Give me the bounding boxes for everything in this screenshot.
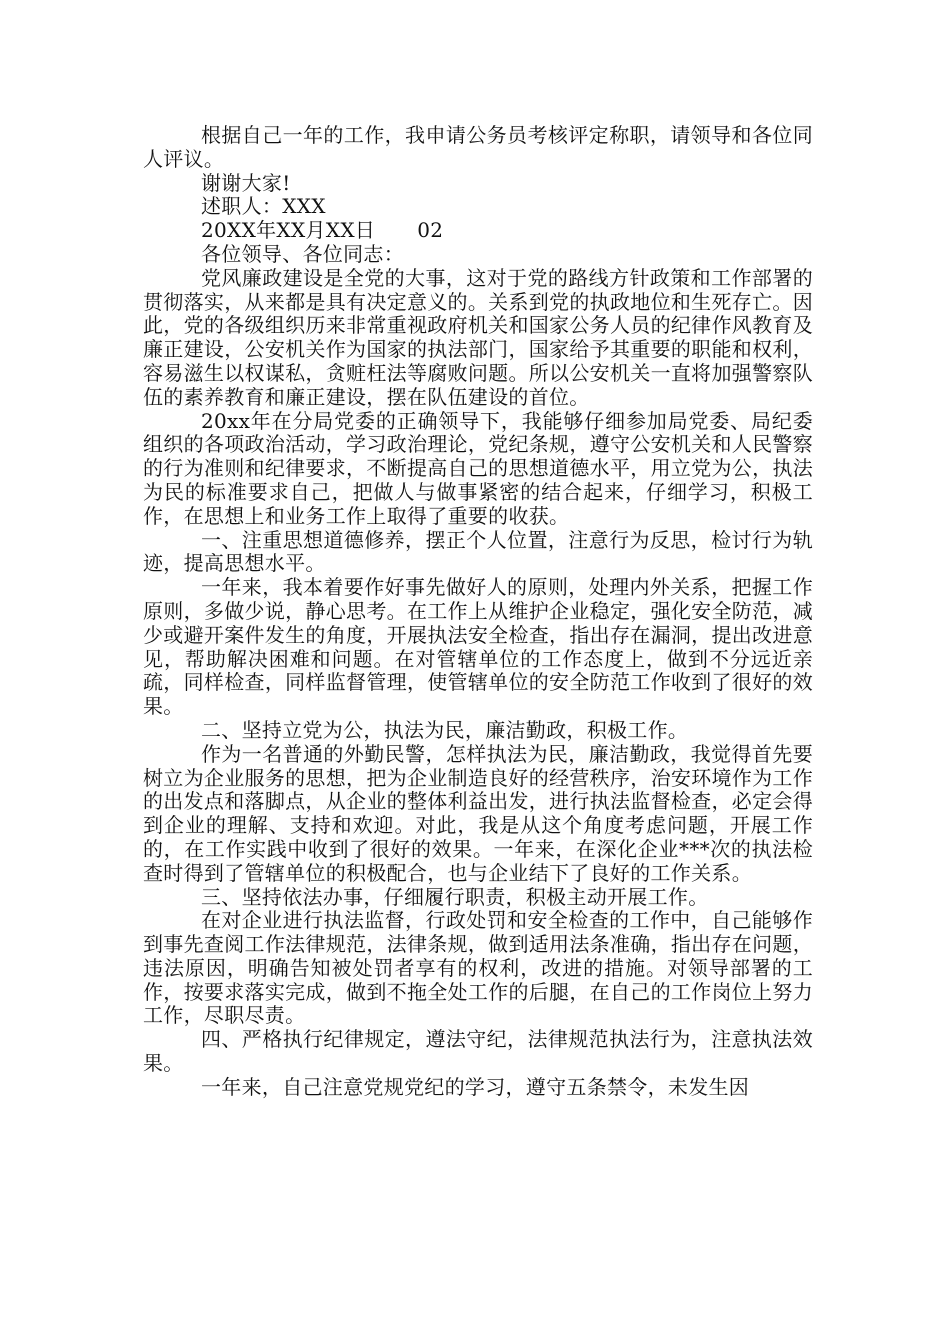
paragraph: 述职人：XXX xyxy=(201,194,326,219)
paragraph: 20xx年在分局党委的正确领导下，我能够仔细参加局党委、局纪委组织的各项政治活动，学习政治理论，党纪条规，遵守公安机关和人民警察的行为准则和纪律要求，不断提高自己的思想道德水平，用立党为公，执法为民的标准要求自己，把做人与做事紧密的结合起来，仔细学习，积极工作，在思想上和业务工作上取得了重要的收获。 xyxy=(143,408,813,528)
paragraph: 一年来，自己注意党规党纪的学习，遵守五条禁令，未发生因 xyxy=(201,1074,750,1099)
section-heading: 一、注重思想道德修养，摆正个人位置，注意行为反思，检讨行为轨迹，提高思想水平。 xyxy=(143,527,813,576)
section-heading: 三、坚持依法办事，仔细履行职责，积极主动开展工作。 xyxy=(201,884,709,909)
paragraph: 在对企业进行执法监督，行政处罚和安全检查的工作中，自己能够作到事先查阅工作法律规范，法律条规，做到适用法条准确，指出存在问题，违法原因，明确告知被处罚者享有的权利，改进的措施。对领导部署的工作，按要求落实完成，做到不拖全处工作的后腿，在自己的工作岗位上努力工作，尽职尽责。 xyxy=(143,908,813,1028)
paragraph: 谢谢大家! xyxy=(201,170,291,195)
paragraph: 根据自己一年的工作，我申请公务员考核评定称职，请领导和各位同人评议。 xyxy=(143,123,813,171)
salutation: 各位领导、各位同志： xyxy=(201,241,404,266)
section-number: 02 xyxy=(417,218,444,243)
paragraph: 一年来，我本着要作好事先做好人的原则，处理内外关系，把握工作原则，多做少说，静心思考。在工作上从维护企业稳定，强化安全防范，减少或避开案件发生的角度，开展执法安全检查，指出存在漏洞，提出改进意见，帮助解决困难和问题。在对管辖单位的工作态度上，做到不分远近亲疏，同样检查，同样监督管理，使管辖单位的安全防范工作收到了很好的效果。 xyxy=(143,575,813,719)
paragraph: 党风廉政建设是全党的大事，这对于党的路线方针政策和工作部署的贯彻落实，从来都是具有决定意义的。关系到党的执政地位和生死存亡。因此，党的各级组织历来非常重视政府机关和国家公务人员的纪律作风教育及廉正建设，公安机关作为国家的执法部门，国家给予其重要的职能和权利，容易滋生以权谋私，贪赃枉法等腐败问题。所以公安机关一直将加强警察队伍的素养教育和廉正建设，摆在队伍建设的首位。 xyxy=(143,265,813,409)
section-heading: 四、严格执行纪律规定，遵法守纪，法律规范执法行为，注意执法效果。 xyxy=(143,1027,813,1076)
document-page xyxy=(143,124,813,1100)
paragraph: 作为一名普通的外勤民警，怎样执法为民，廉洁勤政，我觉得首先要树立为企业服务的思想，把为企业制造良好的经营秩序，治安环境作为工作的出发点和落脚点，从企业的整体利益出发，进行执法监督检查，必定会得到企业的理解、支持和欢迎。对此，我是从这个角度考虑问题，开展工作的，在工作实践中收到了很好的效果。一年来，在深化企业***次的执法检查时得到了管辖单位的积极配合，也与企业结下了良好的工作关系。 xyxy=(143,741,813,885)
date-text: 20XX年XX月XX日 xyxy=(201,218,376,243)
section-heading: 二、坚持立党为公，执法为民，廉洁勤政，积极工作。 xyxy=(201,717,689,742)
date-line xyxy=(143,219,813,243)
